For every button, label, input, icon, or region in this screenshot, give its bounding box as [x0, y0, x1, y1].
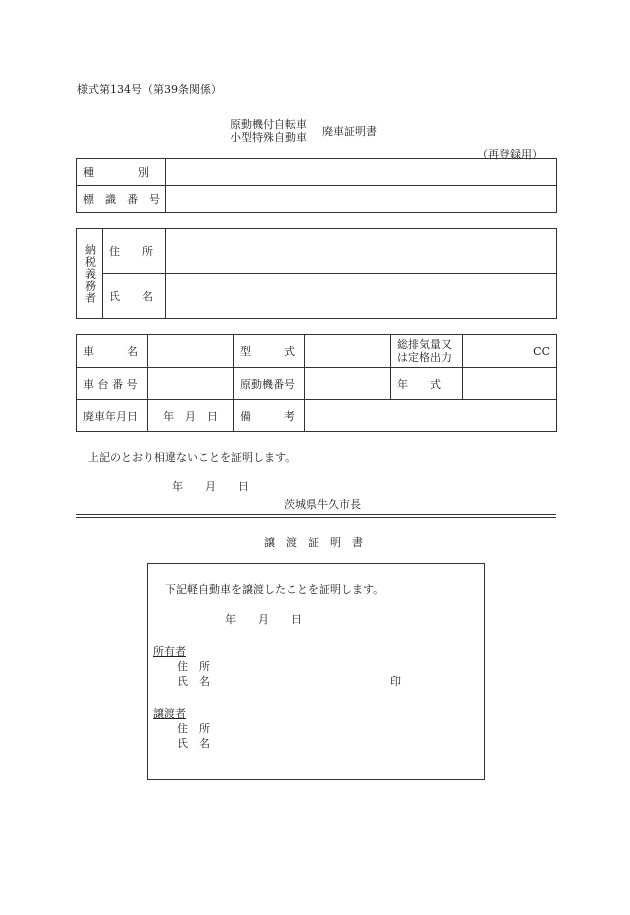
- engine-number-label: 原動機番号: [234, 368, 305, 400]
- owner-address-label: 住 所: [177, 660, 210, 673]
- model-label: 型 式: [234, 335, 305, 368]
- transfer-certificate-title: 譲 渡 証 明 書: [264, 536, 363, 549]
- remarks-label: 備 考: [234, 400, 305, 432]
- certification-date: 年 月 日: [172, 480, 249, 493]
- taxpayer-table: [76, 228, 557, 319]
- chassis-number-field[interactable]: [148, 368, 234, 400]
- transferee-name-label: 氏 名: [177, 737, 210, 750]
- type-label: 種 別: [77, 159, 166, 186]
- taxpayer-name-field[interactable]: [166, 274, 557, 319]
- car-name-field[interactable]: [148, 335, 234, 368]
- page-title: 廃車証明書: [322, 125, 377, 138]
- vehicle-table: [76, 334, 557, 432]
- displacement-label-line-2: は定格出力: [397, 351, 452, 364]
- displacement-label-line-1: 総排気量又: [397, 338, 452, 351]
- transfer-date: 年 月 日: [225, 613, 302, 626]
- re-registration-note: （再登録用）: [477, 148, 543, 161]
- taxpayer-label: 納税義務者: [77, 229, 103, 319]
- taxpayer-name-label: 氏 名: [103, 274, 166, 319]
- owner-name-label: 氏 名: [177, 675, 210, 688]
- taxpayer-address-field[interactable]: [166, 229, 557, 274]
- remarks-field[interactable]: [305, 400, 557, 432]
- plate-number-field[interactable]: [166, 186, 557, 213]
- plate-number-label: 標 識 番 号: [77, 186, 166, 213]
- owner-seal: 印: [390, 675, 401, 688]
- model-year-label: 年 式: [391, 368, 463, 400]
- owner-label: 所有者: [153, 645, 186, 658]
- chassis-number-label: 車 台 番 号: [77, 368, 148, 400]
- divider-line-bottom: [76, 517, 556, 518]
- certify-text: 上記のとおり相違ないことを証明します。: [88, 451, 297, 464]
- transferee-address-label: 住 所: [177, 722, 210, 735]
- transfer-certificate-box: [147, 563, 485, 780]
- displacement-label: [391, 335, 463, 368]
- taxpayer-address-label: 住 所: [103, 229, 166, 274]
- engine-number-field[interactable]: [305, 368, 391, 400]
- form-number: 様式第134号（第39条関係）: [77, 83, 222, 96]
- car-name-label: 車 名: [77, 335, 148, 368]
- type-plate-table: [76, 158, 557, 213]
- model-year-field[interactable]: [463, 368, 557, 400]
- title-line-1: 原動機付自転車: [230, 118, 307, 131]
- issuer: 茨城県牛久市長: [284, 498, 361, 511]
- scrap-date-field[interactable]: 年 月 日: [148, 400, 234, 432]
- type-field[interactable]: [166, 159, 557, 186]
- transfer-intro: 下記軽自動車を譲渡したことを証明します。: [165, 583, 385, 596]
- scrap-date-label: 廃車年月日: [77, 400, 148, 432]
- displacement-field[interactable]: CC: [463, 335, 557, 368]
- transferee-label: 譲渡者: [153, 707, 186, 720]
- title-line-2: 小型特殊自動車: [230, 131, 307, 144]
- divider-line-top: [76, 514, 556, 515]
- model-field[interactable]: [305, 335, 391, 368]
